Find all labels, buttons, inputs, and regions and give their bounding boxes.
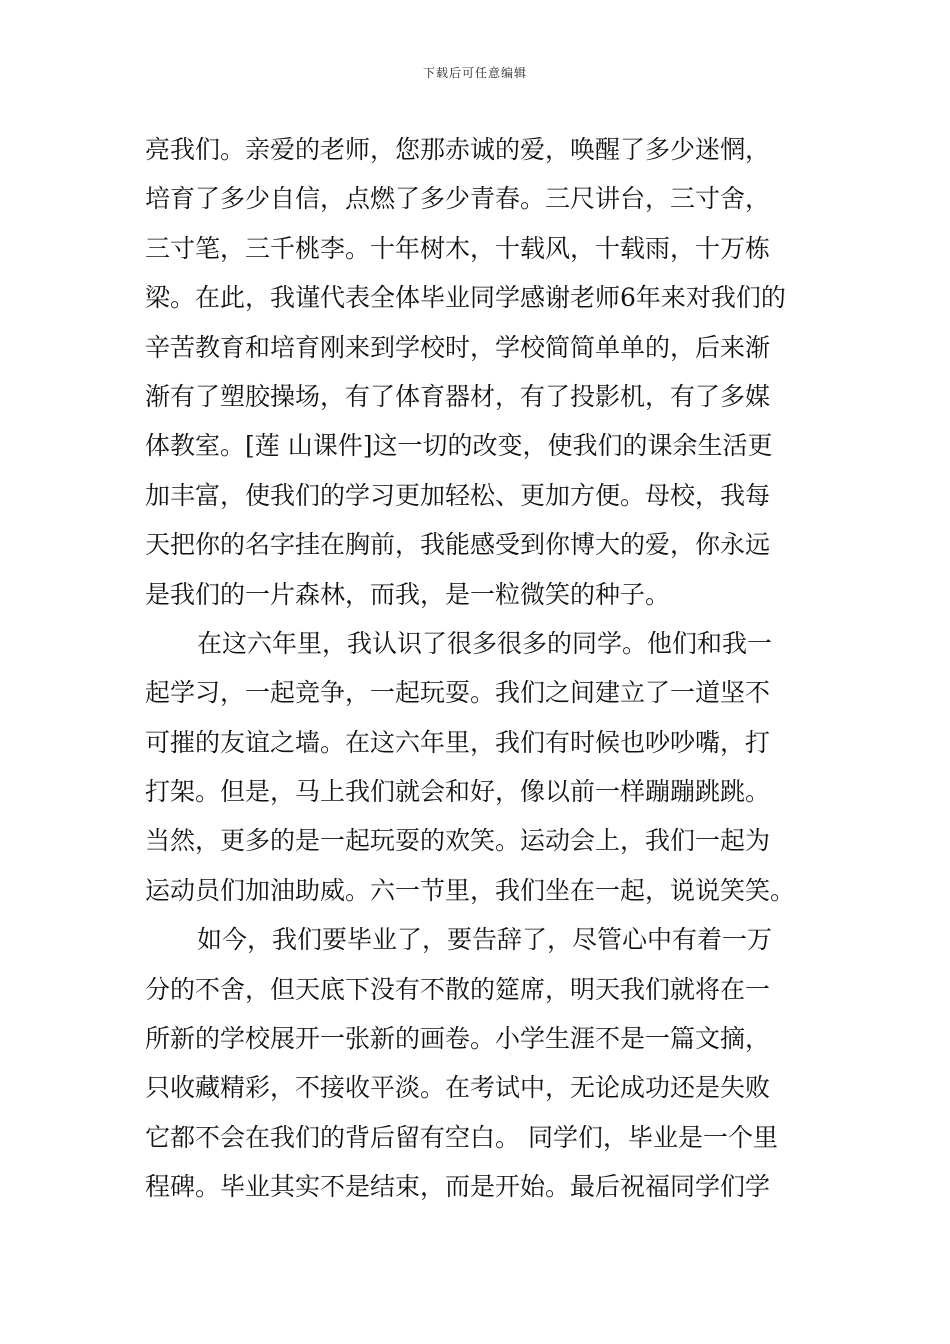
text-line: 渐有了塑胶操场，有了体育器材，有了投影机，有了多媒 <box>145 381 771 411</box>
text-line: 起学习，一起竞争，一起玩耍。我们之间建立了一道坚不 <box>145 678 771 708</box>
text-line: 梁。在此，我谨代表全体毕业同学感谢老师6年来对我们的 <box>145 283 786 313</box>
text-line: 打架。但是，马上我们就会和好，像以前一样蹦蹦跳跳。 <box>145 777 771 807</box>
text-line: 培育了多少自信，点燃了多少青春。三尺讲台，三寸舍， <box>145 184 771 214</box>
text-line: 当然，更多的是一起玩耍的欢笑。运动会上，我们一起为 <box>145 826 771 856</box>
paragraph-3 <box>145 920 815 1216</box>
text-line: 如今，我们要毕业了，要告辞了，尽管心中有着一万 <box>197 925 773 955</box>
text-line: 是我们的一片森林，而我，是一粒微笑的种子。 <box>145 579 671 609</box>
text-line: 程碑。毕业其实不是结束，而是开始。最后祝福同学们学 <box>145 1172 771 1202</box>
text-line: 只收藏精彩，不接收平淡。在考试中，无论成功还是失败 <box>145 1073 771 1103</box>
text-line: 三寸笔，三千桃李。十年树木，十载风，十载雨，十万栋 <box>145 233 771 263</box>
text-line: 辛苦教育和培育刚来到学校时，学校简简单单的，后来渐 <box>145 332 771 362</box>
paragraph-1 <box>145 130 815 624</box>
text-line: 分的不舍，但天底下没有不散的筵席，明天我们就将在一 <box>145 974 771 1004</box>
text-line: 亮我们。亲爱的老师，您那赤诚的爱，唤醒了多少迷惘， <box>145 135 771 164</box>
page-header: 下载后可任意编辑 <box>422 66 527 80</box>
text-line: 可摧的友谊之墙。在这六年里，我们有时候也吵吵嘴，打 <box>145 727 771 757</box>
text-line: 体教室。[莲 山课件]这一切的改变，使我们的课余生活更 <box>145 431 773 461</box>
paragraph-2 <box>145 624 815 920</box>
text-line: 在这六年里，我认识了很多很多的同学。他们和我一 <box>197 628 773 658</box>
text-line: 运动员们加油助威。六一节里，我们坐在一起，说说笑笑。 <box>145 875 796 905</box>
text-line: 它都不会在我们的背后留有空白。 同学们，毕业是一个里 <box>145 1122 778 1152</box>
text-line: 所新的学校展开一张新的画卷。小学生涯不是一篇文摘， <box>145 1024 771 1054</box>
text-line: 加丰富，使我们的学习更加轻松、更加方便。母校，我每 <box>145 480 771 510</box>
document-body <box>145 130 815 1217</box>
text-line: 天把你的名字挂在胸前，我能感受到你博大的爱，你永远 <box>145 530 771 560</box>
